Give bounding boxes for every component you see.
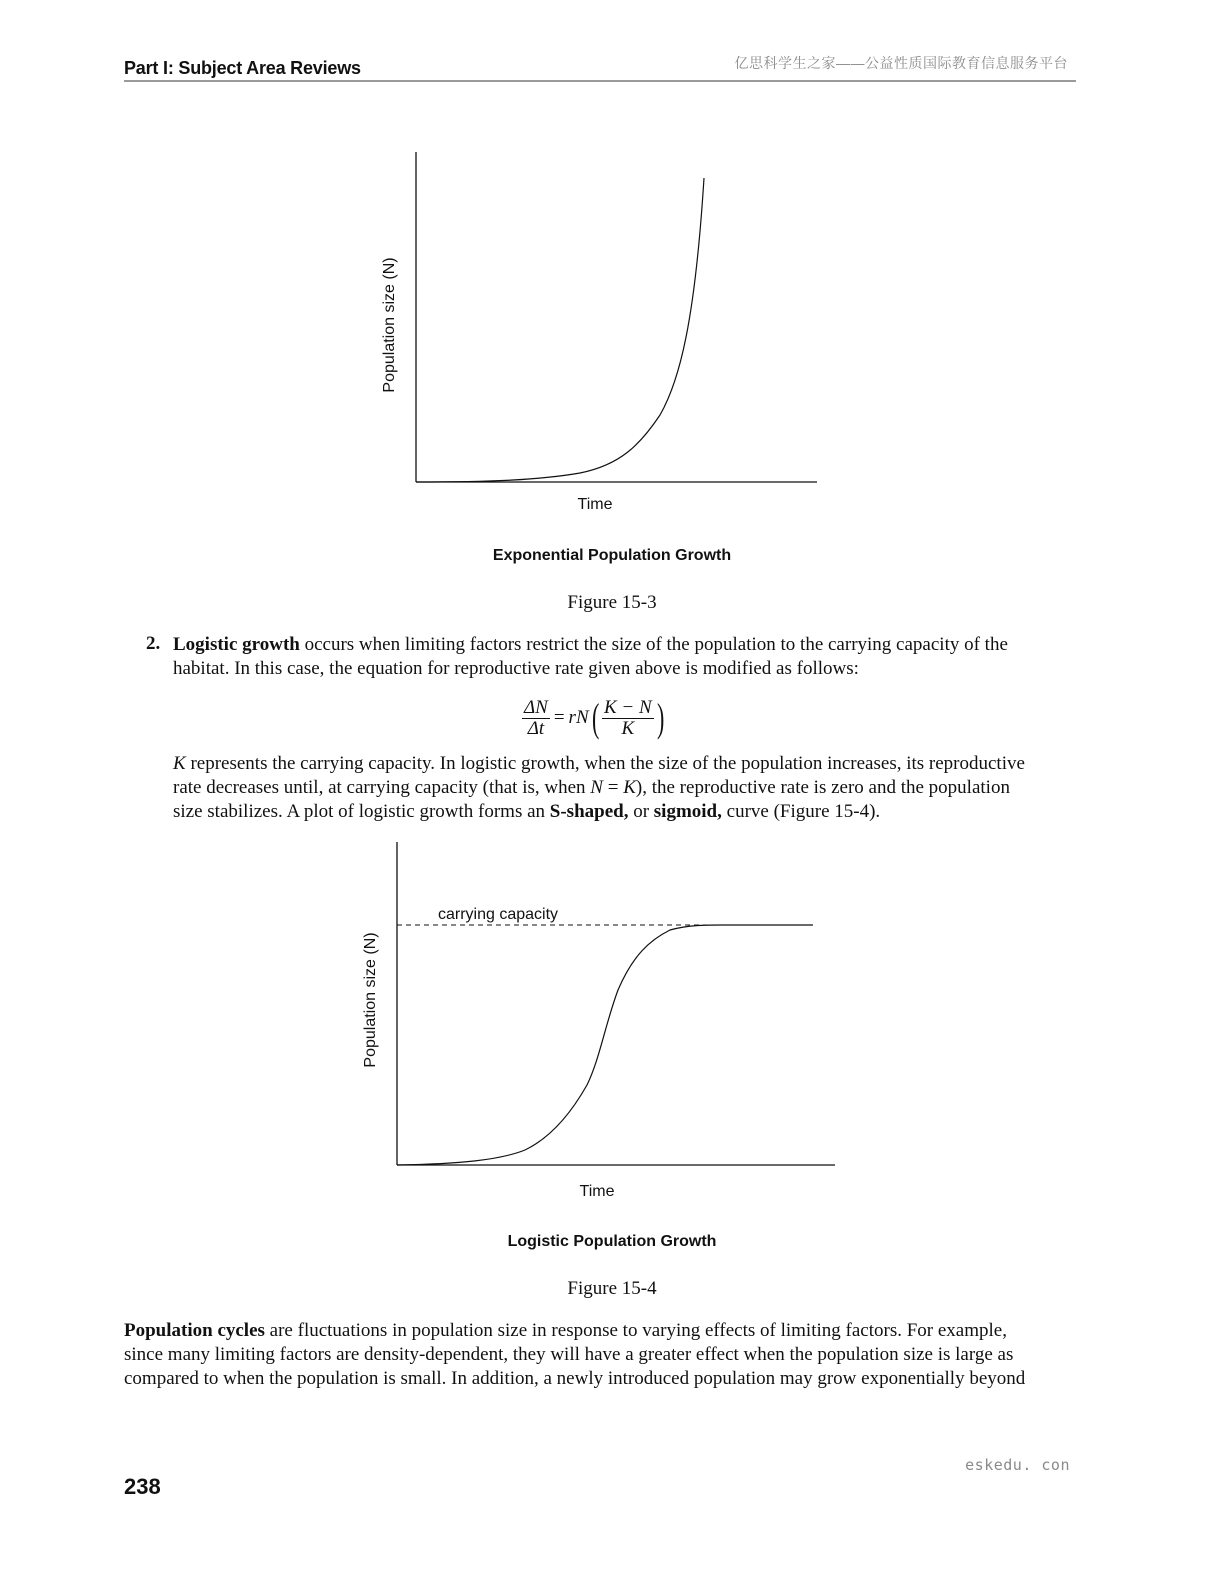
- text-line: rate decreases until, at carrying capacity (that is, when N = K), the reproductive rate is zero and the population: [173, 777, 1010, 798]
- logistic-growth-paragraph: [173, 633, 1073, 681]
- text-line: K represents the carrying capacity. In logistic growth, when the size of the population increases, its reproductive: [173, 753, 1025, 774]
- section-title: Part I: Subject Area Reviews: [124, 58, 361, 78]
- figure-caption: Figure 15-4: [567, 1278, 657, 1299]
- text-line: size stabilizes. A plot of logistic growth forms an S-shaped, or sigmoid, curve (Figure 15-4).: [173, 801, 881, 822]
- y-axis-label: Population size (N): [381, 257, 398, 393]
- y-axis-label: Population size (N): [362, 932, 379, 1068]
- logistic-curve: [397, 925, 813, 1165]
- text-line: Logistic growth occurs when limiting factors restrict the size of the population to the carrying capacity of the: [173, 634, 1008, 655]
- lhs-fraction: $\frac{\Delta N}{\Delta t}$: [524, 696, 548, 739]
- carrying-capacity-label: carrying capacity: [438, 906, 559, 923]
- carrying-capacity-paragraph: [173, 752, 1073, 824]
- x-axis-label: Time: [577, 496, 613, 513]
- figure-exponential-growth: [370, 140, 830, 520]
- list-number: 2.: [146, 633, 161, 654]
- figure-caption: Figure 15-3: [567, 592, 657, 613]
- text-line: since many limiting factors are density-dependent, they will have a greater effect when the population size is large as: [124, 1344, 1014, 1365]
- exponential-curve: [416, 178, 704, 482]
- text-line: Population cycles are fluctuations in population size in response to varying effects of limiting factors. For example,: [124, 1320, 1007, 1341]
- figure-title: Logistic Population Growth: [507, 1233, 717, 1250]
- rhs-fraction: $\frac{K - N}{K}$: [603, 696, 652, 739]
- figure-logistic-growth: [350, 830, 850, 1210]
- running-header: [124, 56, 1076, 82]
- watermark: eskedu. con: [965, 1456, 1070, 1474]
- page-number: 238: [124, 1474, 161, 1499]
- x-axis-label: Time: [579, 1183, 615, 1200]
- term-logistic-growth: Logistic growth: [173, 634, 300, 655]
- site-banner: 亿思科学生之家——公益性质国际教育信息服务平台: [734, 55, 1068, 71]
- term-population-cycles: Population cycles: [124, 1320, 265, 1341]
- exponential-growth-chart: [370, 140, 830, 520]
- logistic-equation: $\frac{\Delta N}{\Delta t}$ = rN ( $\frac{K - N}{K}$ ): [524, 695, 664, 740]
- text-line: compared to when the population is small. In addition, a newly introduced population may grow exponentially beyond: [124, 1368, 1026, 1389]
- text-line: habitat. In this case, the equation for reproductive rate given above is modified as follows:: [173, 658, 859, 679]
- logistic-growth-chart: [350, 830, 850, 1210]
- figure-title: Exponential Population Growth: [492, 547, 732, 564]
- population-cycles-paragraph: [124, 1319, 1084, 1391]
